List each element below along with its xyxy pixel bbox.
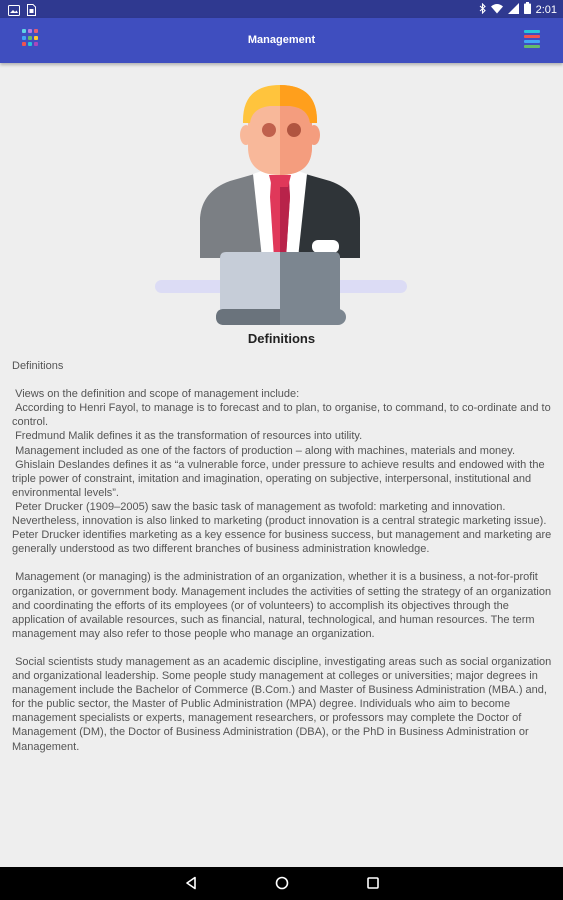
bluetooth-icon: [479, 3, 486, 17]
navigation-bar: [0, 867, 563, 900]
page-title: Management: [247, 34, 316, 46]
status-bar: [0, 0, 563, 18]
section-title: Definitions: [247, 331, 316, 346]
battery-icon: [524, 2, 531, 17]
signal-icon: [508, 3, 519, 17]
content-scroll[interactable]: [0, 63, 563, 867]
back-icon[interactable]: [184, 876, 198, 895]
menu-icon[interactable]: [524, 30, 540, 48]
app-bar: [0, 18, 563, 63]
recents-icon[interactable]: [366, 876, 380, 895]
home-icon[interactable]: [275, 876, 289, 895]
clock: 2:01: [535, 3, 557, 16]
businessman-illustration: [150, 73, 410, 333]
wifi-icon: [491, 3, 503, 17]
article-body: Definitions Views on the definition and scope of management include: According to Henri Fayol, to manage is to forecast and to plan, to organise, to command, to co-ordinate and to control. Fredmund Malik defines it as the transformation of resources into utility. Management included as one of the factors of production – along with machines, materials and money. Ghislain Deslandes defines it as “a vulnerable force, under pressure to achieve results and endowed with the triple power of constraint, imitation and imagination, operating on subjective, interpersonal, institutional and environmental levels”. Peter Drucker (1909–2005) saw the basic task of management as twofold: marketing and innovation. Nevertheless, innovation is also linked to marketing (product innovation is a central strategic marketing issue). Peter Drucker identifies marketing as a key essence for business success, but management and marketing are generally understood as two different branches of business administration knowledge. Management (or managing) is the administration of an organization, whether it is a business, a not-for-profit organization, or government body. Management includes the activities of setting the strategy of an organization and coordinating the efforts of its employees (or of volunteers) to accomplish its objectives through the application of available resources, such as financial, natural, technological, and human resources. The term management may also refer to those people who manage an organization. Social scientists study management as an academic discipline, investigating areas such as social organization and organizational leadership. Some people study management at colleges or universities; major degrees in management include the Bachelor of Commerce (B.Com.) and Master of Business Administration (MBA.) and, for the public sector, the Master of Public Administration (MPA) degree. Individuals who aim to become management specialists or experts, management researchers, or professors may complete the Doctor of Management (DM), the Doctor of Business Administration (DBA), or the PhD in Business Administration or Management.: [12, 360, 552, 753]
